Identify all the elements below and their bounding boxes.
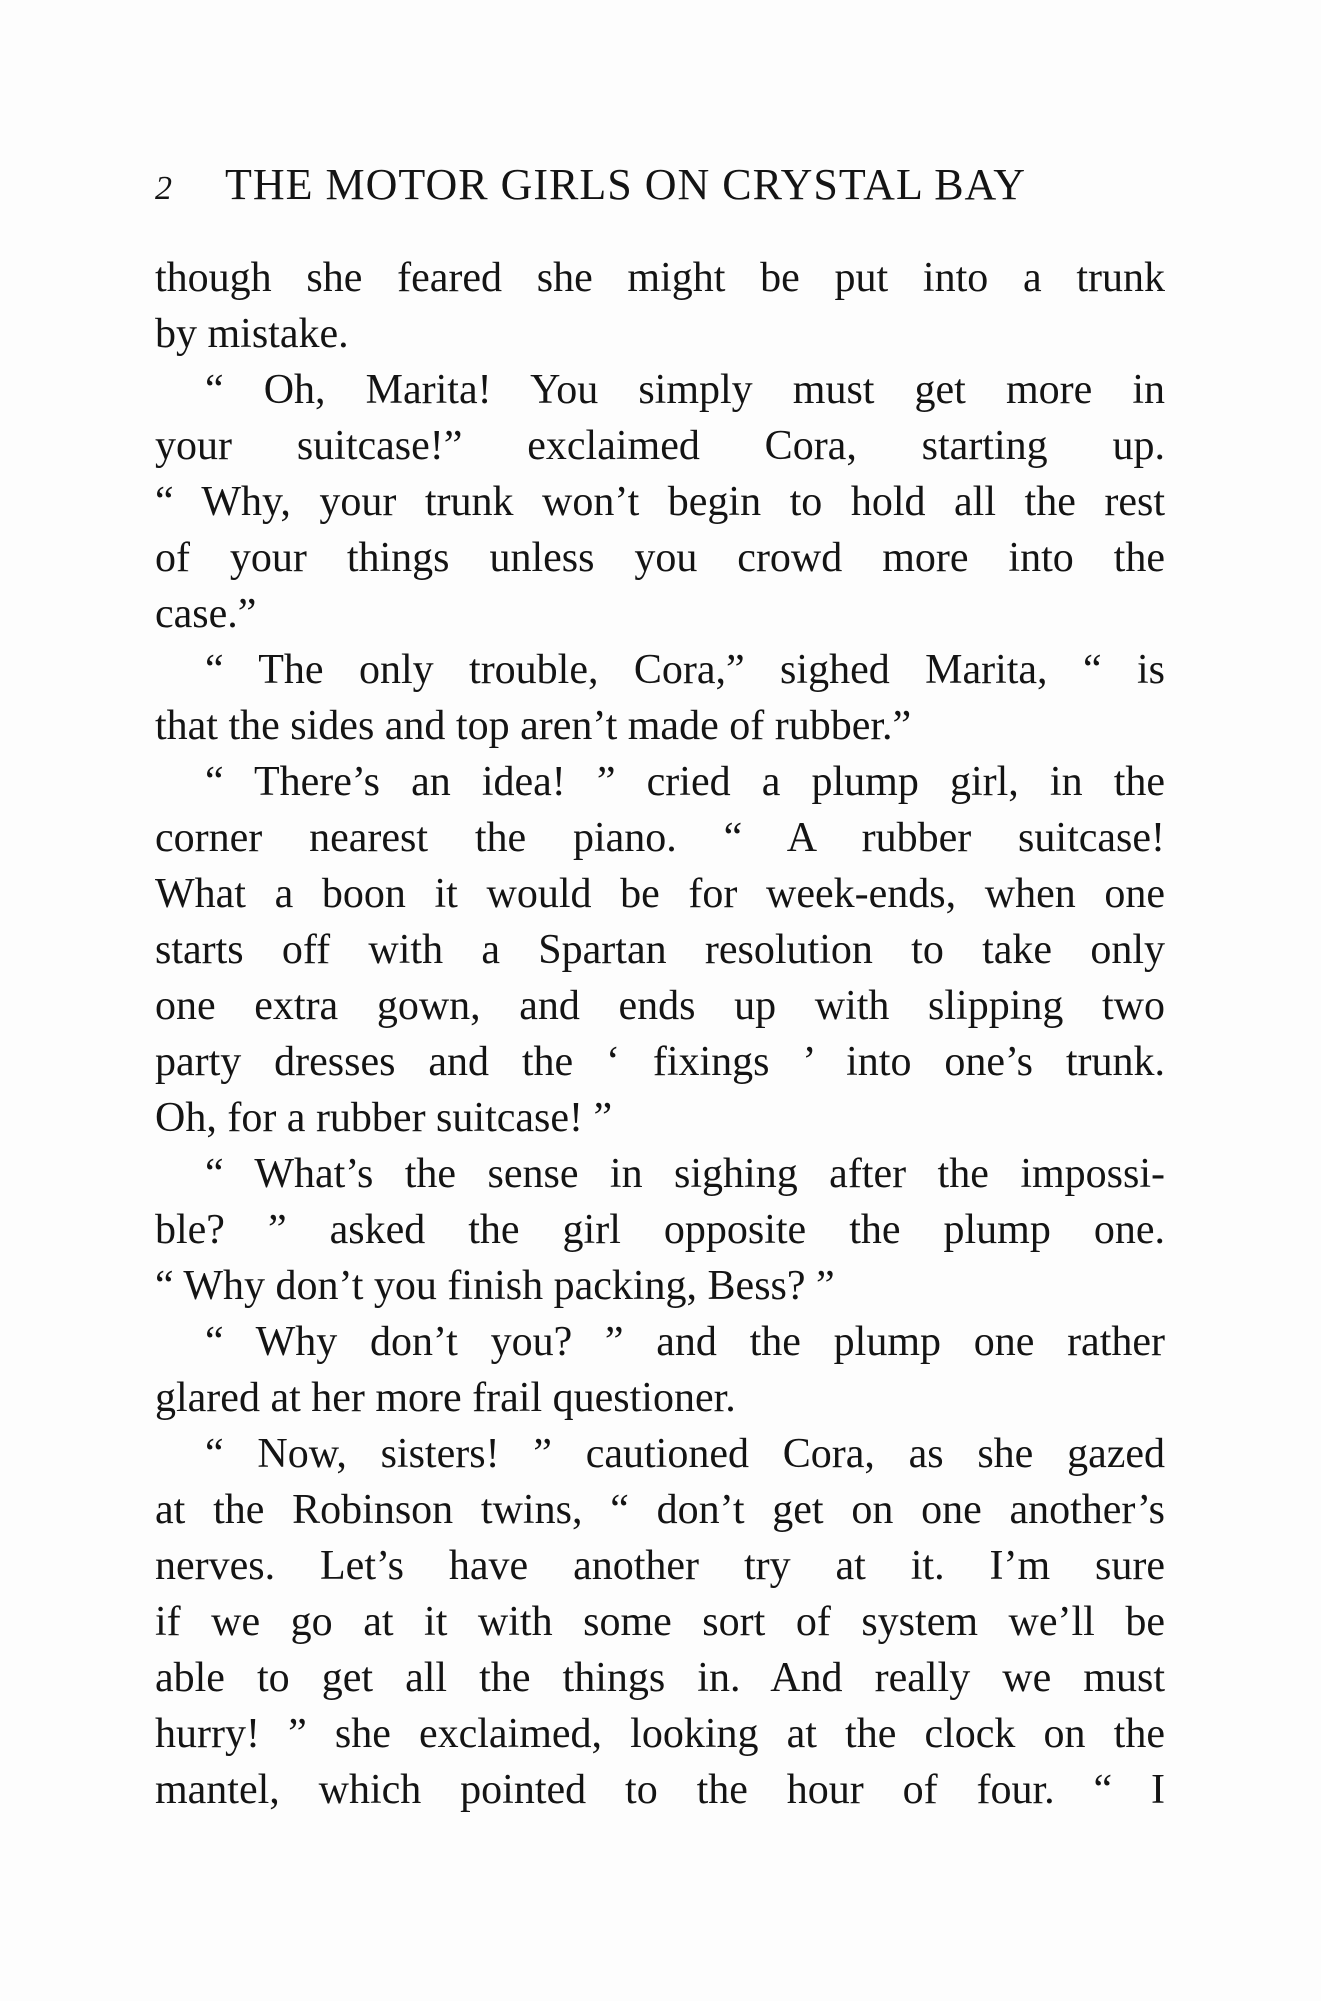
text-line: one extra gown, and ends up with slipping two xyxy=(155,983,1165,1029)
body-text xyxy=(155,250,1165,1818)
text-line: that the sides and top aren’t made of rubber.” xyxy=(155,703,912,749)
text-line: glared at her more frail questioner. xyxy=(155,1375,736,1421)
text-line: “ Now, sisters! ” cautioned Cora, as she gazed xyxy=(205,1431,1165,1477)
text-line: party dresses and the ‘ fixings ’ into one’s trunk. xyxy=(155,1039,1165,1085)
text-line: What a boon it would be for week-ends, when one xyxy=(155,871,1165,917)
text-line: able to get all the things in. And really we must xyxy=(155,1655,1165,1701)
text-line: ble? ” asked the girl opposite the plump one. xyxy=(155,1207,1165,1253)
text-line: “ There’s an idea! ” cried a plump girl, in the xyxy=(205,759,1165,805)
text-line: at the Robinson twins, “ don’t get on one another’s xyxy=(155,1487,1165,1533)
text-line: case.” xyxy=(155,591,257,637)
text-line: “ The only trouble, Cora,” sighed Marita, “ is xyxy=(205,647,1165,693)
page-number: 2 xyxy=(155,170,173,207)
text-line: hurry! ” she exclaimed, looking at the clock on the xyxy=(155,1711,1165,1757)
text-line: “ What’s the sense in sighing after the impossi- xyxy=(205,1151,1165,1197)
text-line: your suitcase!” exclaimed Cora, starting up. xyxy=(155,423,1165,469)
text-line: starts off with a Spartan resolution to take only xyxy=(155,927,1165,973)
text-line: “ Why don’t you finish packing, Bess? ” xyxy=(155,1263,835,1309)
text-line: nerves. Let’s have another try at it. I’m sure xyxy=(155,1543,1165,1589)
text-line: of your things unless you crowd more into the xyxy=(155,535,1165,581)
text-line: “ Oh, Marita! You simply must get more in xyxy=(205,367,1165,413)
text-line: Oh, for a rubber suitcase! ” xyxy=(155,1095,613,1141)
running-head xyxy=(155,155,1165,215)
text-line: mantel, which pointed to the hour of four. “ I xyxy=(155,1767,1165,1813)
text-line: “ Why, your trunk won’t begin to hold all the rest xyxy=(155,479,1165,525)
book-title: THE MOTOR GIRLS ON CRYSTAL BAY xyxy=(225,160,1027,209)
text-line: “ Why don’t you? ” and the plump one rather xyxy=(205,1319,1165,1365)
text-line: though she feared she might be put into a trunk xyxy=(155,255,1165,301)
text-line: by mistake. xyxy=(155,311,349,357)
text-line: if we go at it with some sort of system we’ll be xyxy=(155,1599,1165,1645)
text-line: corner nearest the piano. “ A rubber suitcase! xyxy=(155,815,1165,861)
